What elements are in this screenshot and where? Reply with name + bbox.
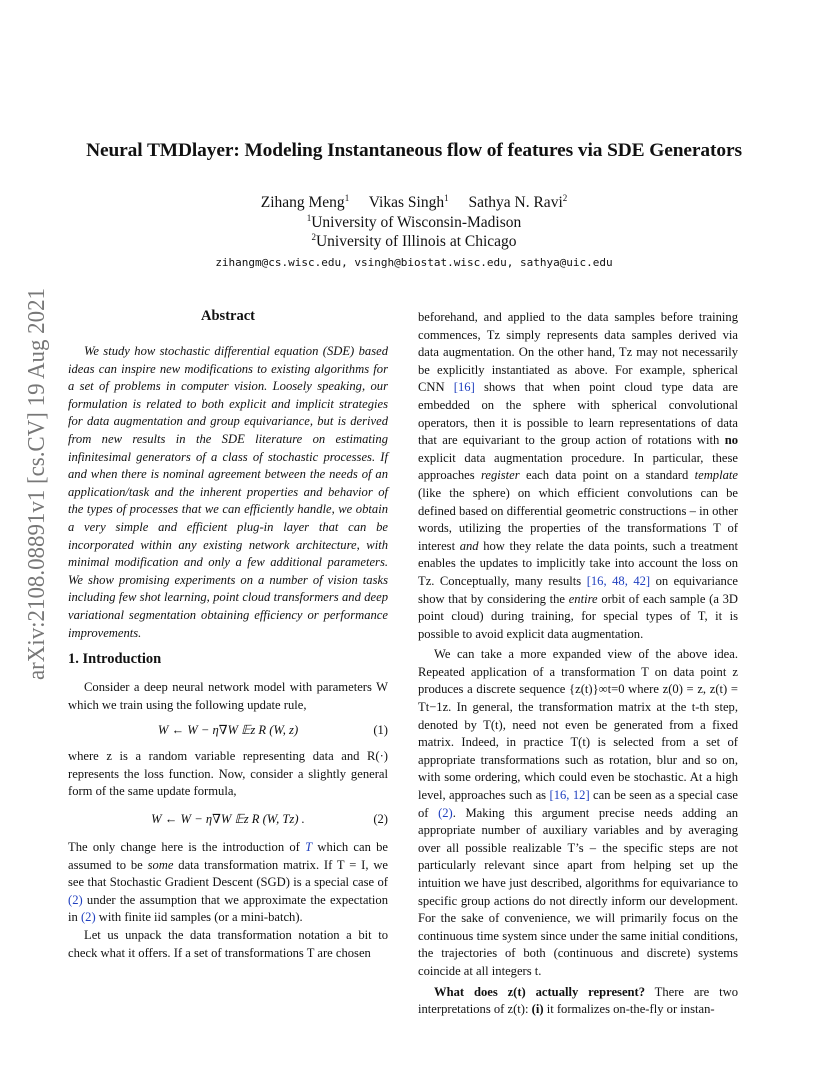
text-run: no (724, 433, 738, 448)
text-run: how they relate the data points, such a treatment enables the updates to implicitly take into account the loss on Tz. Conceptually, many results (418, 538, 738, 588)
text-run: data transformation matrix. If T = I, we see that Stochastic Gradient Descent (SGD) is a special case of (68, 857, 389, 890)
body-paragraph (418, 309, 738, 643)
text-run: with finite iid samples (or a mini-batch). (95, 910, 303, 925)
text-run: under the assumption that we approximate the expectation in (68, 892, 388, 925)
text-run: (like the sphere) on which efficient convolutions can be defined based on differential geometric constructions – in other words, utilizing the properties of the transformations T of interest (418, 485, 738, 553)
right-column-body (418, 309, 738, 1019)
text-run: orbit of each sample (a 3D point cloud) during training, for special types of T, it is possible to avoid explicit data augmentation. (418, 591, 738, 641)
paragraph-heading: What does z(t) actually represent? (434, 984, 646, 999)
text-run: We can take a more expanded view of the above idea. Repeated application of a transformation T on data point z produces a discrete sequence {z(t)}∞t=0 where z(0) = z, z(t) = Tt−1z. In general, the transformation matrix at the t-th step, denoted by T(t), need not even be generated from a fixed matrix. Indeed, in practice T(t) is selected from a set of appropriate transformations such as rotation, blur and so on, with some ordering, which could even be stochastic. At a high level, approaches such as (418, 647, 738, 803)
affiliation-name: University of Illinois at Chicago (315, 233, 517, 250)
equation-1 (68, 714, 388, 748)
author-emails: zihangm@cs.wisc.edu, vsingh@biostat.wisc.edu, sathya@uic.edu (215, 256, 613, 269)
arxiv-identifier (2, 282, 62, 682)
author-name: Sathya N. Ravi (468, 194, 563, 211)
author-name: Vikas Singh (368, 194, 445, 211)
affiliation-name: University of Wisconsin-Madison (311, 214, 522, 231)
equation-1-body: W ← W − η∇W 𝔼z R (W, z) (157, 723, 299, 738)
affiliation-mark: 2 (311, 231, 316, 242)
citation-link[interactable]: [16] (453, 380, 475, 395)
equation-1-number: (1) (373, 723, 388, 738)
text-run: can be seen as a special case of (418, 788, 738, 820)
text-run: it formalizes on-the-fly or instan- (543, 1002, 715, 1017)
author-affiliation-mark: 2 (562, 192, 568, 203)
equation-link[interactable]: (2) (80, 910, 96, 925)
text-run: and (459, 538, 479, 553)
text-run: each data point on a standard (519, 468, 695, 483)
text-run: (i) (531, 1002, 544, 1017)
equation-2 (68, 801, 388, 839)
text-run: shows that when point cloud type data are embedded on the sphere with spherical convolutional operators, then it is possible to learn representations of data that are equivariant to the group action of rotations with (418, 380, 738, 448)
equation-2-number: (2) (373, 811, 388, 826)
text-run: The only change here is the introduction of (68, 839, 306, 854)
citation-link[interactable]: [16, 48, 42] (586, 573, 651, 588)
arxiv-identifier-text: arXiv:2108.08891v1 [cs.CV] 19 Aug 2021 (23, 282, 50, 680)
intro-paragraph: Let us unpack the data transformation notation a bit to check what it offers. If a set of transformations T are chosen (68, 927, 388, 960)
affiliation-mark: 1 (306, 212, 312, 223)
section-heading: 1. Introduction (68, 651, 162, 667)
abstract-heading: Abstract (201, 308, 255, 324)
text-run: . Making this argument precise needs adding an appropriate number of auxiliary variables and by averaging over all possible realizable T’s – the specific steps are not particularly relevant since apart from helping set up the intuition we have just described, algorithms for equivariance to specific group actions do not directly inform our development. For the sake of convenience, we will primarily focus on the continuous time system since under the same initial conditions, the trajectories of both (continuous and discrete) systems coincide at all integers t. (418, 805, 739, 978)
intro-paragraph: where z is a random variable representing data and R(·) represents the loss function. Now, consider a slightly general form of the same update formula, (68, 749, 388, 799)
author-list (0, 193, 828, 213)
author-name: Zihang Meng (260, 194, 345, 211)
equation-link[interactable]: (2) (438, 805, 453, 820)
intro-paragraph: Consider a deep neural network model with parameters W which we train using the following update rule, (68, 680, 388, 712)
text-run: explicit data augmentation procedure. In particular, these approaches (418, 450, 738, 483)
text-run: There are two interpretations of z(t): (418, 984, 738, 1017)
equation-2-body: W ← W − η∇W 𝔼z R (W, Tz) . (151, 811, 305, 826)
abstract-text (68, 343, 388, 642)
text-run: T (305, 839, 313, 854)
intro-body (68, 679, 388, 962)
author-affiliation-mark: 1 (444, 192, 449, 203)
text-run: on equivariance show that by considering the (418, 573, 739, 606)
text-run: which can be assumed to be (68, 839, 389, 872)
author-affiliation-mark: 1 (344, 192, 350, 203)
text-run: entire (568, 591, 598, 606)
text-run: register (480, 468, 520, 483)
affiliation (0, 232, 828, 252)
arxiv-identifier-svg (2, 282, 62, 682)
text-run: some (147, 857, 174, 872)
equation-link[interactable]: (2) (68, 892, 83, 907)
text-run: template (694, 468, 738, 483)
abstract-paragraph: We study how stochastic differential equation (SDE) based ideas can inspire new modifications to existing algorithms for a set of problems in computer vision. Loosely speaking, our formulation is related to both explicit and implicit strategies for data augmentation and group equivariance, but is derived from new results in the SDE literature on estimating infinitesimal generators of a class of stochastic processes. If and when there is nominal agreement between the needs of an application/task and the inherent properties and behavior of the types of processes that we can efficiently handle, we obtain a very simple and efficient plug-in layer that can be incorporated within any existing network architecture, with minimal modification and only a few additional parameters. We show promising experiments on a number of vision tasks including few shot learning, point cloud transformers and deep variational segmentation obtaining efficiency or performance improvements. (68, 344, 388, 640)
body-paragraph (418, 984, 738, 1019)
citation-link[interactable]: [16, 12] (549, 788, 590, 803)
affiliation (0, 213, 828, 233)
paper-title: Neural TMDlayer: Modeling Instantaneous flow of features via SDE Generators (86, 140, 742, 161)
text-run: beforehand, and applied to the data samples before training commences, Tz simply represents data samples derived via data augmentation. On the other hand, Tz may not necessarily be explicitly instantiated as above. For example, spherical CNN (418, 310, 738, 395)
body-paragraph (418, 646, 738, 980)
intro-paragraph (68, 839, 388, 927)
